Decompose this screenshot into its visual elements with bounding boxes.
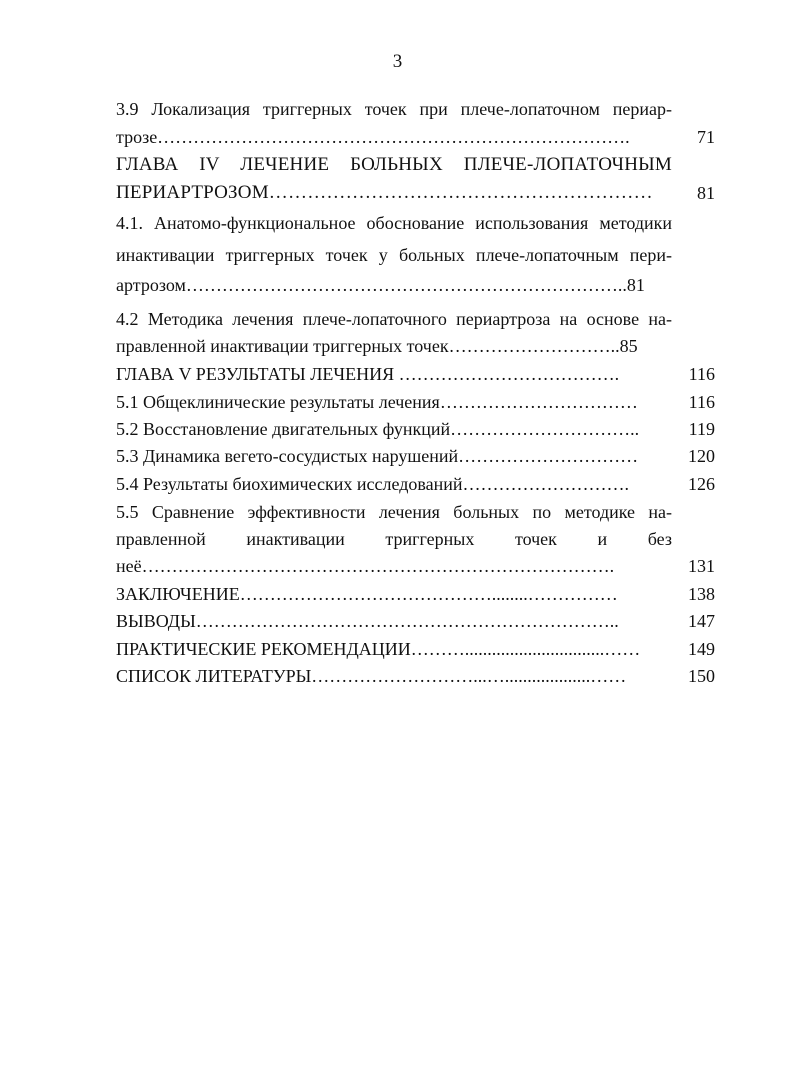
toc-chapter-5-page: 116 — [688, 364, 715, 384]
toc-chapter-5-line-1: ГЛАВА V РЕЗУЛЬТАТЫ ЛЕЧЕНИЯ ………………………………. — [116, 364, 620, 384]
toc-entry-4-1-line-3: артрозом………………………………………………………………..81 — [116, 275, 645, 295]
toc-entry-3-9-line-1: 3.9 Локализация триггерных точек при плече-лопаточном периар- — [116, 99, 672, 119]
toc-chapter-4-page: 81 — [697, 183, 715, 203]
toc-conclusion-line-1: ЗАКЛЮЧЕНИЕ……………………………………........…………… — [116, 584, 618, 604]
toc-references-page: 150 — [688, 666, 715, 686]
toc-entry-5-5-page: 131 — [688, 556, 715, 576]
toc-recommendations-line-1: ПРАКТИЧЕСКИЕ РЕКОМЕНДАЦИИ………...............................…… — [116, 639, 641, 659]
toc-references-line-1: СПИСОК ЛИТЕРАТУРЫ………………………...…...................…… — [116, 666, 627, 686]
toc-entry-4-2-line-1: 4.2 Методика лечения плече-лопаточного периартроза на основе на- — [116, 309, 672, 329]
toc-entry-4-1-line-1: 4.1. Анатомо-функциональное обоснование использования методики — [116, 213, 672, 233]
toc-findings-page: 147 — [688, 611, 715, 631]
toc-entry-5-4-page: 126 — [688, 474, 715, 494]
toc-recommendations-page: 149 — [688, 639, 715, 659]
toc-entry-4-2-line-2: правленной инактивации триггерных точек………………………..85 — [116, 336, 638, 356]
toc-conclusion-page: 138 — [688, 584, 715, 604]
toc-chapter-4-line-2: ПЕРИАРТРОЗОМ…………………………………………………… — [116, 182, 653, 203]
toc-entry-5-2-page: 119 — [688, 419, 715, 439]
toc-entry-4-1-line-2: инактивации триггерных точек у больных плече-лопаточным пери- — [116, 245, 672, 265]
toc-entry-3-9-line-2: трозе……………………………………………………………………. — [116, 127, 630, 147]
toc-findings-line-1: ВЫВОДЫ…………………………………………………………….. — [116, 611, 619, 631]
toc-entry-5-5-line-3: неё……………………………………………………………………. — [116, 556, 615, 576]
toc-entry-5-5-line-1: 5.5 Сравнение эффективности лечения больных по методике на- — [116, 502, 672, 522]
toc-entry-5-1-page: 116 — [688, 392, 715, 412]
toc-entry-5-5-line-2: правленной инактивации триггерных точек и без — [116, 529, 672, 549]
toc-entry-3-9-page: 71 — [697, 127, 715, 147]
page-number: 3 — [392, 51, 403, 72]
toc-entry-5-3-page: 120 — [688, 446, 715, 466]
toc-entry-5-1-line-1: 5.1 Общеклинические результаты лечения…………………………… — [116, 392, 638, 412]
toc-entry-5-2-line-1: 5.2 Восстановление двигательных функций………………………….. — [116, 419, 640, 439]
toc-entry-5-4-line-1: 5.4 Результаты биохимических исследований………………………. — [116, 474, 630, 494]
toc-entry-5-3-line-1: 5.3 Динамика вегето-сосудистых нарушений………………………… — [116, 446, 639, 466]
toc-chapter-4-line-1: ГЛАВА IV ЛЕЧЕНИЕ БОЛЬНЫХ ПЛЕЧЕ-ЛОПАТОЧНЫМ — [116, 154, 672, 175]
